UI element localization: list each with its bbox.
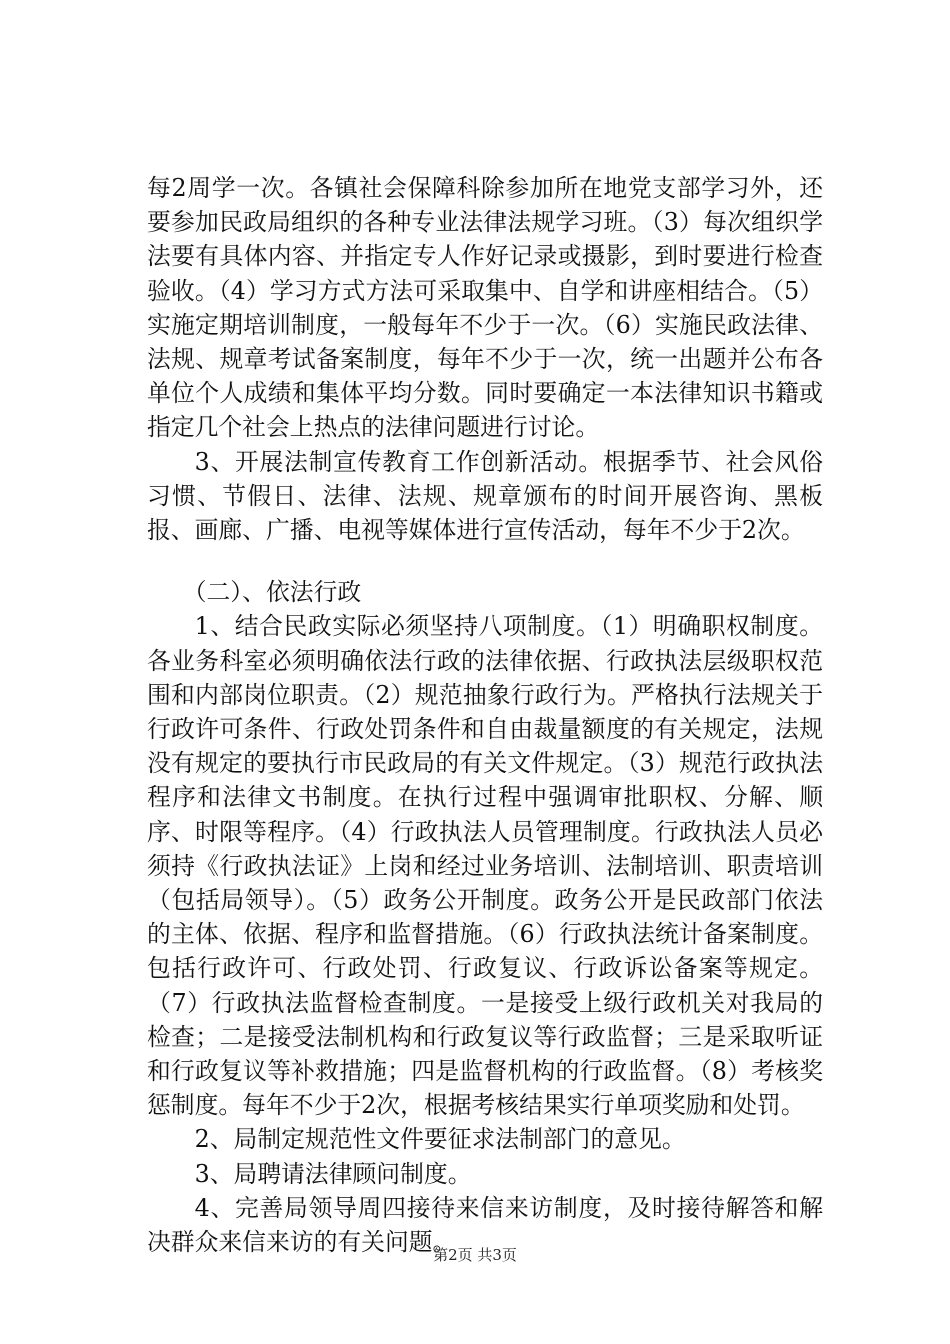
paragraph-continued-study: 每2周学一次。各镇社会保障科除参加所在地党支部学习外，还要参加民政局组织的各种专业法律法规学习班。（3）每次组织学法要有具体内容、并指定专人作好记录或摄影，到时要进行检查验收。（4）学习方式方法可采取集中、自学和讲座相结合。（5）实施定期培训制度，一般每年不少于一次。（6）实施民政法律、法规、规章考试备案制度，每年不少于一次，统一出题并公布各单位个人成绩和集体平均分数。同时要确定一本法律知识书籍或指定几个社会上热点的法律问题进行讨论。 (147, 174, 823, 442)
document-body (147, 171, 823, 1259)
page-number-footer: 第2页 共3页 (433, 1246, 517, 1264)
paragraph-normative-documents: 2、局制定规范性文件要征求法制部门的意见。 (194, 1125, 686, 1154)
paragraph-legal-counsel: 3、局聘请法律顾问制度。 (194, 1159, 472, 1188)
paragraph-publicity-activities: 3、开展法制宣传教育工作创新活动。根据季节、社会风俗习惯、节假日、法律、法规、规章颁布的时间开展咨询、黑板报、画廊、广播、电视等媒体进行宣传活动，每年不少于2次。 (147, 447, 823, 545)
paragraph-eight-systems: 1、结合民政实际必须坚持八项制度。（1）明确职权制度。各业务科室必须明确依法行政的法律依据、行政执法层级职权范围和内部岗位职责。（2）规范抽象行政行为。严格执行法规关于行政许可条件、行政处罚条件和自由裁量额度的有关规定，法规没有规定的要执行市民政局的有关文件规定。（3）规范行政执法程序和法律文书制度。在执行过程中强调审批职权、分解、顺序、时限等程序。（4）行政执法人员管理制度。行政执法人员必须持《行政执法证》上岗和经过业务培训、法制培训、职责培训（包括局领导）。（5）政务公开制度。政务公开是民政部门依法的主体、依据、程序和监督措施。（6）行政执法统计备案制度。包括行政许可、行政处罚、行政复议、行政诉讼备案等规定。（7）行政执法监督检查制度。一是接受上级行政机关对我局的检查；二是接受法制机构和行政复议等行政监督；三是采取听证和行政复议等补救措施；四是监督机构的行政监督。（8）考核奖惩制度。每年不少于2次，根据考核结果实行单项奖励和处罚。 (147, 612, 823, 1120)
section-heading-lawful-administration: （二）、依法行政 (182, 578, 362, 607)
paragraph-petition-reception: 4、完善局领导周四接待来信来访制度，及时接待解答和解决群众来信来访的有关问题。 (147, 1193, 823, 1257)
